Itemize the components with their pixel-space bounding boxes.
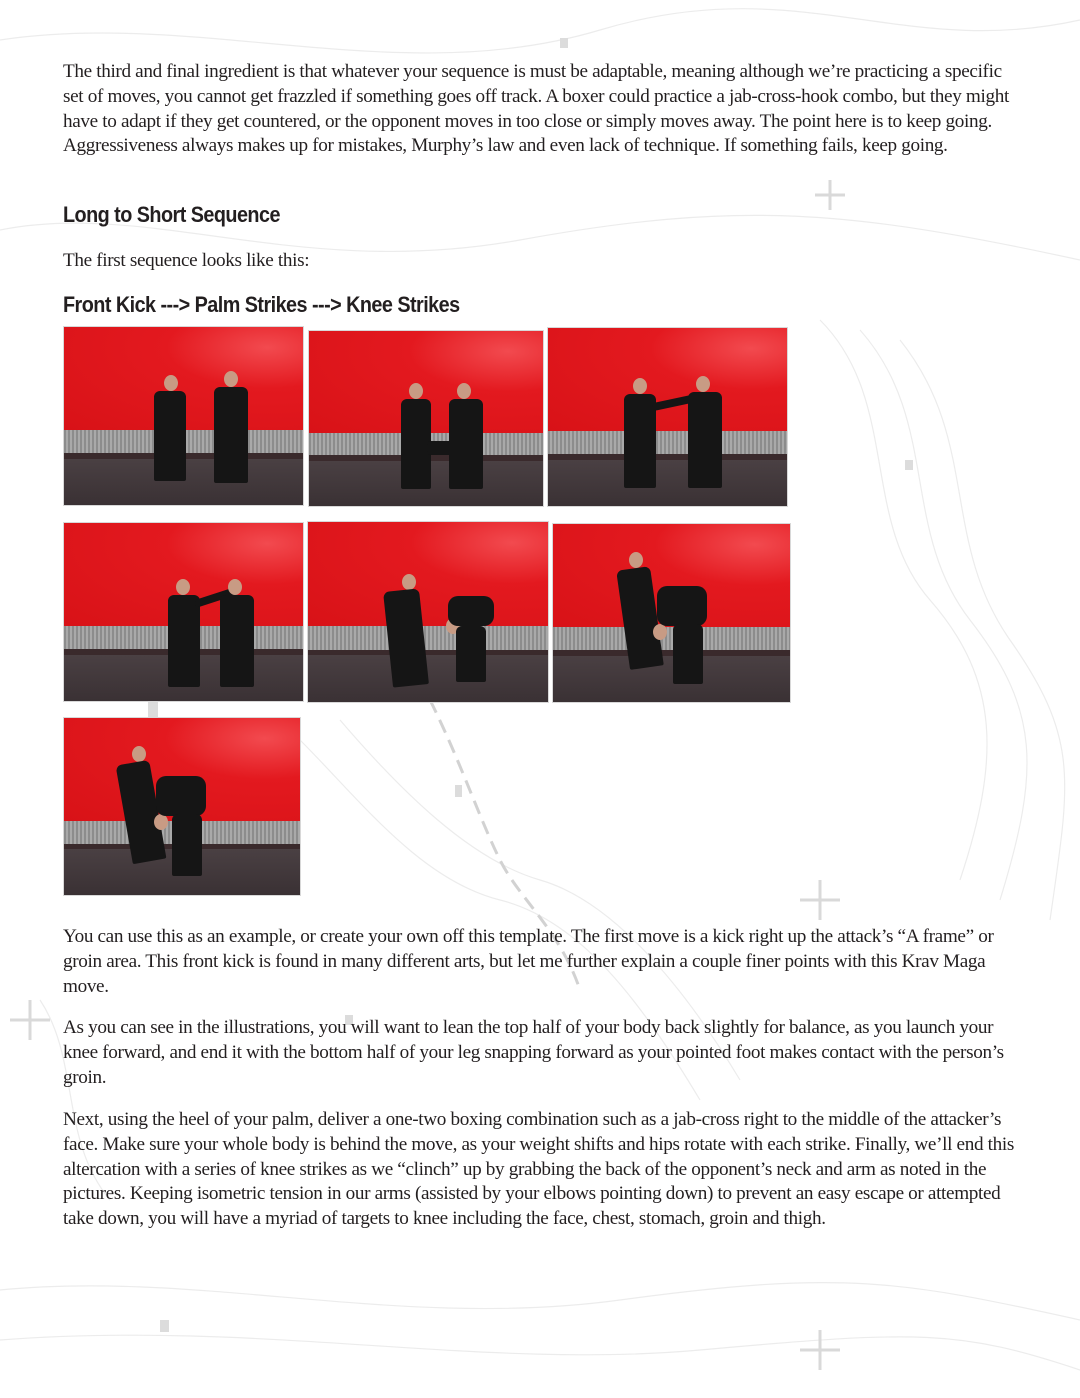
section-heading: Long to Short Sequence bbox=[63, 202, 280, 227]
photo-fighting-stance bbox=[63, 326, 304, 506]
sequence-heading: Front Kick ---> Palm Strikes ---> Knee Strikes bbox=[63, 292, 460, 317]
photo-knee-strike bbox=[552, 523, 791, 703]
paragraph-template: You can use this as an example, or create your own off this template. The first move is a kick right up the attack’s “A frame” or groin area. This front kick is found in many different arts, but let me further explain a couple finer points with this Krav Maga move. bbox=[63, 926, 994, 997]
photo-knee-strike-two bbox=[63, 717, 301, 896]
paragraph-first-sequence: The first sequence looks like this: bbox=[63, 250, 310, 271]
paragraph-adaptable: The third and final ingredient is that whatever your sequence is must be adaptable, meaning although we’re practicing a specific set of moves, you cannot get frazzled if something goes off track. A boxer could practice a jab-cross-hook combo, but they might have to adapt if they get countered, or the opponent moves in too close or simply moves away. The point here is to keep going. Aggressiveness always makes up for mistakes, Murphy’s law and even lack of technique. If something fails, keep going. bbox=[63, 61, 1009, 157]
paragraph-palm-strikes: Next, using the heel of your palm, deliver a one-two boxing combination such as a jab-cross right to the middle of the attacker’s face. Make sure your whole body is behind the move, as your weight shifts and hips rotate with each strike. Finally, we’ll end this altercation with a series of knee strikes as we “clinch” up by grabbing the back of the opponent’s neck and arm as noted in the pictures. Keeping isometric tension in our arms (assisted by your elbows pointing down) to prevent an easy escape or attempted take down, you will have a myriad of targets to knee including the face, chest, stomach, groin and thigh. bbox=[63, 1109, 1014, 1230]
photo-palm-strike bbox=[547, 327, 788, 507]
photo-palm-strike-two bbox=[63, 522, 304, 702]
photo-neck-grab bbox=[307, 521, 549, 703]
photo-front-kick bbox=[308, 330, 544, 507]
paragraph-illustrations: As you can see in the illustrations, you will want to lean the top half of your body back slightly for balance, as you launch your knee forward, and end it with the bottom half of your leg snapping forward as your pointed foot makes contact with the person’s groin. bbox=[63, 1017, 1004, 1088]
